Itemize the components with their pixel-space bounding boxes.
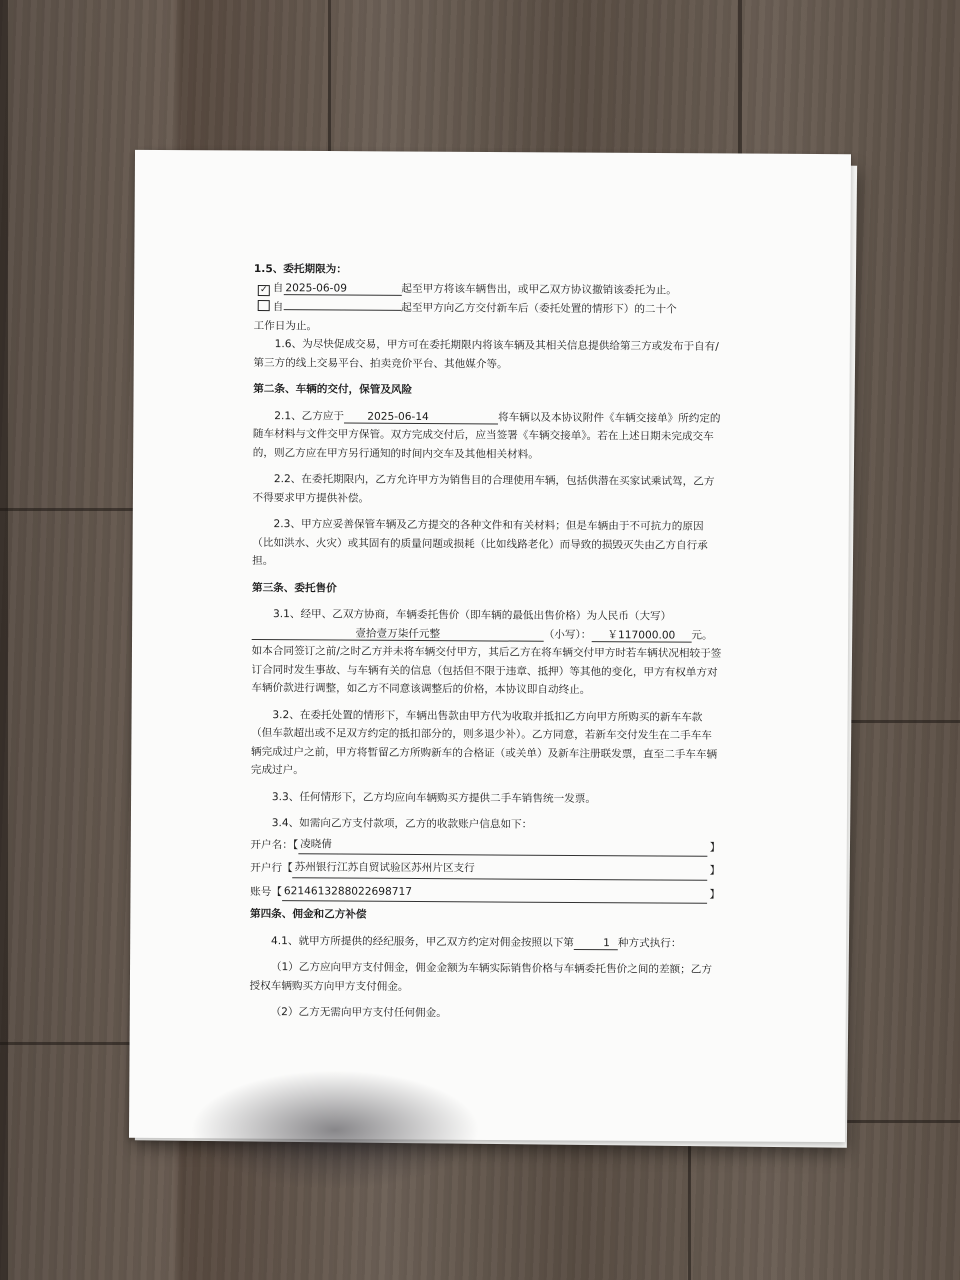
section-4-1: 4.1、就甲方所提供的经纪服务，甲乙双方约定对佣金按照以下第 1 种方式执行： — [270, 934, 682, 950]
account-bank-row: 开户行【 苏州银行江苏自贸试验区苏州片区支行 】 — [250, 858, 720, 880]
section-2-1: 2.1、乙方应于 2025-06-14 将车辆以及本协议附件《车辆交接单》所约定的随车材料与文件交甲方保管。双方完成交付后，应当签署《车辆交接单》。若在上述日期未完成交车的，则乙方应在甲方另行通知的时间内交车及其他相关材料。 — [252, 409, 721, 461]
contract-text — [249, 260, 724, 1024]
floor-seam-right-row — [848, 720, 960, 723]
checked-box-icon: ✓ — [258, 285, 270, 296]
floor-seam-top-right — [738, 0, 742, 170]
account-name: 凌晓倩 — [298, 835, 708, 857]
phone-shadow — [190, 1070, 480, 1190]
section-1-6: 1.6、为尽快促成交易，甲方可在委托期限内将该车辆及其相关信息提供给第三方或发布于自有/第三方的线上交易平台、拍卖竞价平台、其他媒介等。 — [253, 338, 719, 371]
commission-option-2: （2）乙方无需向甲方支付任何佣金。 — [270, 1006, 447, 1020]
section-2-3: 2.3、甲方应妥善保管车辆及乙方提交的各种文件和有关材料；但是车辆由于不可抗力的原因（比如洪水、火灾）或其固有的质量问题或损耗（比如线路老化）而导致的损毁灭失由乙方自行承担。 — [252, 518, 708, 568]
account-bank: 苏州银行江苏自贸试验区苏州片区支行 — [293, 858, 708, 880]
delivery-date: 2025-06-14 — [344, 410, 498, 424]
article-2-title: 第二条、车辆的交付，保管及风险 — [253, 382, 413, 396]
floor-seam-bottom-row — [842, 1120, 960, 1123]
term-option-2: 自 起至甲方向乙方交付新车后（委托处置的情形下）的二十个 — [254, 297, 724, 319]
section-2-2: 2.2、在委托期限内，乙方允许甲方为销售目的合理使用车辆，包括供潜在买家试乘试驾，乙方不得要求甲方提供补偿。 — [252, 473, 715, 505]
section-1-5-title: 1.5、委托期限为： — [253, 262, 347, 276]
section-3-1-cont: 如本合同签订之前/之时乙方并未将车辆交付甲方，其后乙方在将车辆交付甲方时若车辆状况相较于签订合同时发生事故、与车辆有关的信息（包括但不限于违章、抵押）等其他的变化，甲方有权单方对车辆价款进行调整，如乙方不同意该调整后的价格，本协议即自动终止。 — [251, 644, 722, 697]
unchecked-box-icon — [258, 300, 270, 311]
article-4-title: 第四条、佣金和乙方补偿 — [249, 907, 367, 921]
floor-seam-left — [0, 0, 8, 1280]
commission-option-number: 1 — [574, 936, 618, 949]
section-3-1: 3.1、经甲、乙双方协商，车辆委托售价（即车辆的最低出售价格）为人民币（大写） — [272, 608, 672, 623]
price-line: 壹拾壹万柒仟元整 （小写）： ￥117000.00 元。 — [252, 623, 722, 644]
account-number-row: 账号【 6214613288022698717 】 — [250, 881, 720, 903]
term-start-date: 2025-06-09 — [283, 282, 401, 296]
term-option-2-cont: 工作日为止。 — [253, 319, 318, 332]
section-3-4: 3.4、如需向乙方支付款项，乙方的收款账户信息如下： — [271, 817, 533, 831]
price-uppercase: 壹拾壹万柒仟元整 — [252, 626, 544, 641]
commission-option-1: （1）乙方应向甲方支付佣金，佣金金额为车辆实际销售价格与车辆委托售价之间的差额；乙方授权车辆购买方向甲方支付佣金。 — [249, 961, 712, 993]
floor-seam-left-row-2 — [0, 1042, 134, 1045]
section-3-2: 3.2、在委托处置的情形下，车辆出售款由甲方代为收取并抵扣乙方向甲方所购买的新车车款（但车款超出或不足双方约定的抵扣部分的，则多退少补）。乙方同意，若新车交付发生在二手车车辆完成过户之前，甲方将暂留乙方所购新车的合格证（或关单）及新车注册联发票，直至二手车车辆完成过户。 — [250, 708, 718, 777]
floor-seam-top-mid — [328, 0, 331, 160]
price-amount: ￥117000.00 — [591, 629, 691, 643]
account-number: 6214613288022698717 — [282, 882, 708, 904]
account-name-row: 开户名：【 凌晓倩 】 — [250, 834, 720, 856]
term-option-1: ✓ 自 2025-06-09 起至甲方将该车辆售出，或甲乙双方协议撤销该委托为止。 — [254, 278, 724, 299]
floor-seam-bottom-right — [688, 1140, 691, 1280]
section-3-3: 3.3、任何情形下，乙方均应向车辆购买方提供二手车销售统一发票。 — [271, 790, 597, 805]
floor-seam-left-row — [0, 508, 134, 511]
article-3-title: 第三条、委托售价 — [251, 581, 337, 595]
term-blank-date — [283, 297, 401, 311]
